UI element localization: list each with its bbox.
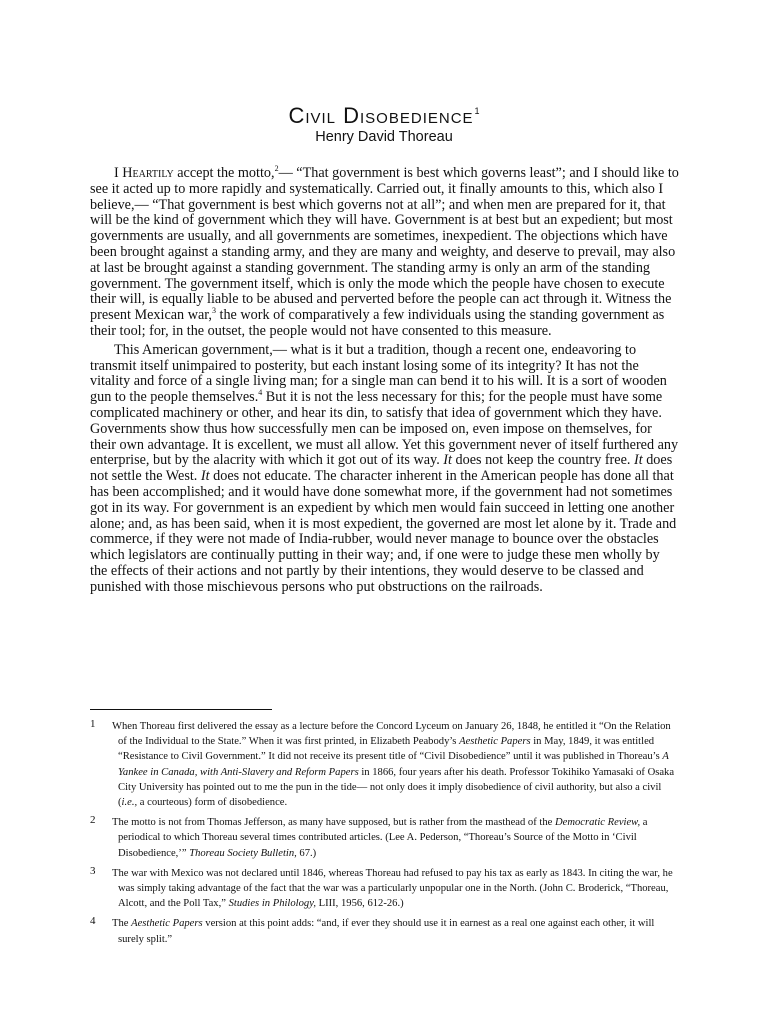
text-run: 67.) — [296, 847, 317, 859]
text-run: When Thoreau first delivered the essay as a lecture before the Concord Lyceum on January 26, 1848, he entitled it “On the Relation of the Individual to the State.” When it was first printed, in Elizabeth Peabody’s — [112, 721, 671, 748]
italic-text: i.e., — [121, 797, 138, 809]
text-run: accept the motto, — [173, 165, 275, 181]
footnote-text — [112, 719, 682, 810]
text-run: a periodical to which Thoreau several times contributed articles. (Lee A. Pederson, “Thoreau’s Source of the Motto in ‘Civil Disobedience,’” — [118, 817, 648, 859]
italic-text: Democratic Review, — [554, 817, 641, 829]
body-paragraph — [90, 166, 680, 340]
footnote-reference: 2 — [274, 164, 279, 173]
footnote-number: 3 — [90, 864, 96, 877]
text-run: version at this point adds: “and, if ever they should use it in earnest as a real one against each other, it will surely split.” — [118, 918, 655, 945]
title-text: Civil Disobedience — [288, 103, 474, 128]
text-run: does not educate. The character inherent in the American people has done all that has been accomplished; and it would have done somewhat more, if the government had not sometimes got in its way. For government is an expedient by which men would fain succeed in letting one another alone; and, as has been said, when it is most expedient, the governed are most let alone by it. Trade and commerce, if they were not made of India-rubber, would never manage to bounce over the obstacles which legislators are continually putting in their way; and, if one were to judge these men wholly by the effects of their actions and not partly by their intentions, they would deserve to be classed and punished with those mischievous persons who put obstructions on the railroads. — [90, 468, 677, 595]
text-run: LIII, 1956, 612-26.) — [315, 898, 404, 910]
footnote-text — [112, 916, 682, 946]
text-run: in 1866, four years after his death. Professor Tokihiko Yamasaki of Osaka City University has pointed out to me the pun in the tide— not only does it imply disobedience of civil authority, but also a civil ( — [118, 766, 675, 809]
text-run: a courteous) form of disobedience. — [137, 797, 288, 809]
text-run: The — [112, 918, 132, 930]
italic-text: It — [200, 468, 210, 485]
footnote-item — [90, 916, 682, 946]
footnotes-section — [90, 719, 682, 952]
footnote-item — [90, 815, 682, 861]
essay-body — [90, 166, 680, 599]
text-run: I — [114, 165, 123, 181]
text-run: does not settle the West. — [90, 452, 673, 485]
italic-text: Aesthetic Papers — [131, 918, 203, 930]
author-byline: Henry David Thoreau — [315, 129, 453, 145]
text-run: — “That government is best which governs least”; and I should like to see it acted up to more rapidly and systematically. Carried out, it finally amounts to this, which also I believe,— “That government is best which governs not at all”; and when men are prepared for it, that will be the kind of government which they will have. Government is at best but an expedient; but most governments are usually, and all governments are sometimes, inexpedient. The objections which have been brought against a standing army, and they are many and weighty, and deserve to prevail, may also at last be brought against a standing government. The standing army is only an arm of the standing government. The government itself, which is only the mode which the people have chosen to execute their will, is equally liable to be abused and perverted before the people can act through it. Witness the present Mexican war, — [90, 165, 679, 324]
text-run: in May, 1849, it was entitled “Resistance to Civil Government.” It did not receive its present title of “Civil Disobedience” until it was published in Thoreau’s — [118, 736, 663, 763]
italic-text: Studies in Philology, — [228, 898, 316, 910]
footnote-item — [90, 719, 682, 810]
italic-text: Aesthetic Papers — [459, 736, 531, 748]
footnote-text — [112, 815, 682, 861]
body-paragraph — [90, 343, 680, 596]
footnote-reference: 3 — [211, 306, 216, 316]
footnote-number: 2 — [90, 814, 96, 827]
text-run: This American government,— what is it but a tradition, though a recent one, endeavoring to transmit itself unimpaired to posterity, but each instant losing some of its integrity? It has not the vitality and force of a single living man; for a single man can bend it to his will. It is a sort of wooden gun to the people themselves. — [90, 341, 667, 406]
footnote-item — [90, 866, 682, 912]
text-run: does not keep the country free. — [451, 452, 634, 469]
footnote-number: 1 — [90, 718, 96, 730]
italic-text: A Yankee in Canada, with Anti-Slavery and Reform Papers — [118, 751, 669, 778]
footnote-number: 4 — [90, 915, 96, 928]
footnote-separator — [90, 709, 272, 710]
text-run: But it is not the less necessary for this; for the people must have some complicated machinery or other, and hear its din, to satisfy that idea of government which they have. Governments show thus how successfully men can be imposed on, even impose on themselves, for their own advantage. It is excellent, we must all allow. Yet this government never of itself furthered any enterprise, but by the alacrity with which it got out of its way. — [90, 389, 679, 469]
document-title — [0, 98, 768, 129]
small-caps-text: Heartily — [122, 165, 174, 181]
text-run: The war with Mexico was not declared until 1846, whereas Thoreau had refused to pay his tax as early as 1843. In citing the war, he was simply taking advantage of the fact that the war was a particularly unpopular one in the North. (John C. Broderick, “Thoreau, Alcott, and the Poll Tax,” — [112, 867, 673, 910]
footnote-reference: 4 — [258, 388, 263, 398]
text-run: The motto is not from Thomas Jefferson, as many have supposed, but is rather from the masthead of the — [112, 817, 555, 829]
text-run: the work of comparatively a few individuals using the standing government as their tool; for, in the outset, the people would not have consented to this measure. — [90, 307, 665, 339]
italic-text: It — [443, 452, 452, 469]
italic-text: It — [633, 452, 643, 469]
footnote-text — [112, 866, 682, 912]
italic-text: Thoreau Society Bulletin, — [189, 847, 297, 859]
title-footnote-mark: 1 — [474, 106, 480, 116]
